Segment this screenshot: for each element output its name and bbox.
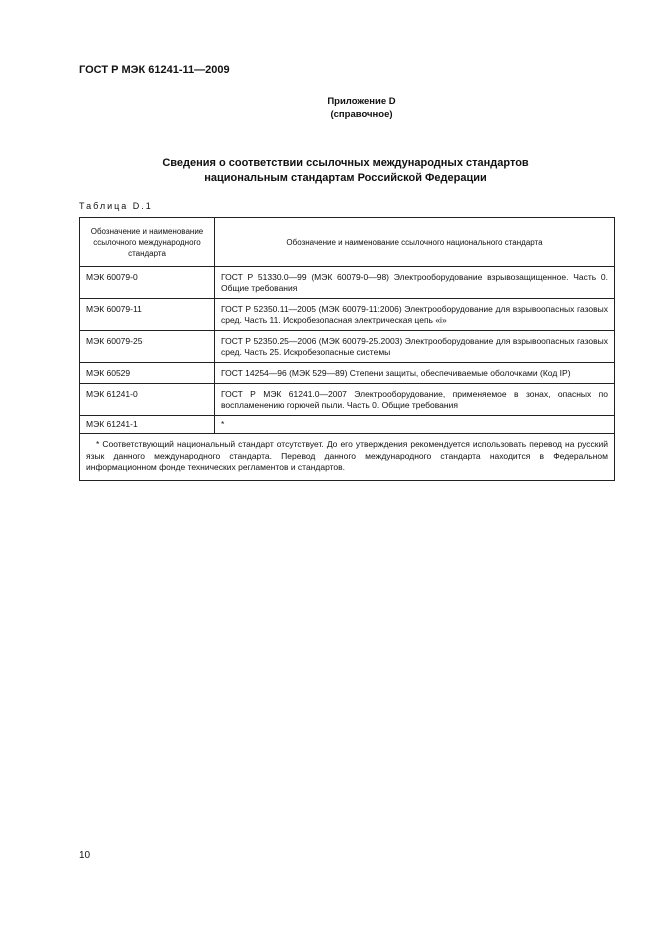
table-row xyxy=(80,384,615,416)
intl-standard-cell: МЭК 60529 xyxy=(80,363,215,384)
section-title-line-2: национальным стандартам Российской Федерации xyxy=(204,172,487,184)
intl-standard-cell: МЭК 61241-1 xyxy=(80,416,215,434)
column-header-international: Обозначение и наименование ссылочного международного стандарта xyxy=(80,218,215,267)
national-standard-cell: ГОСТ 14254—96 (МЭК 529—89) Степени защиты, обеспечиваемые оболочками (Код IP) xyxy=(215,363,615,384)
intl-standard-cell: МЭК 60079-11 xyxy=(80,299,215,331)
table-caption: Таблица D.1 xyxy=(79,201,153,211)
national-standard-cell: ГОСТ Р 52350.11—2005 (МЭК 60079-11:2006) Электрооборудование для взрывоопасных газовых сред. Часть 11. Искробезопасная электрическая цепь «i» xyxy=(215,299,615,331)
appendix-note: (справочное) xyxy=(330,109,393,120)
national-standard-cell: ГОСТ Р МЭК 61241.0—2007 Электрооборудование, применяемое в зонах, опасных по воспламенению горючей пыли. Часть 0. Общие требования xyxy=(215,384,615,416)
national-standard-cell: ГОСТ Р 52350.25—2006 (МЭК 60079-25.2003) Электрооборудование для взрывоопасных газовых сред. Часть 25. Искробезопасные системы xyxy=(215,331,615,363)
table-footnote-row xyxy=(80,434,615,481)
intl-standard-cell: МЭК 60079-25 xyxy=(80,331,215,363)
intl-standard-cell: МЭК 61241-0 xyxy=(80,384,215,416)
document-code-header: ГОСТ Р МЭК 61241-11—2009 xyxy=(79,64,230,76)
section-title-line-1: Сведения о соответствии ссылочных международных стандартов xyxy=(162,157,529,169)
national-standard-cell: ГОСТ Р 51330.0—99 (МЭК 60079-0—98) Электрооборудование взрывозащищенное. Часть 0. Общие требования xyxy=(215,267,615,299)
intl-standard-cell: МЭК 60079-0 xyxy=(80,267,215,299)
table-row xyxy=(80,299,615,331)
standards-table xyxy=(79,217,615,481)
section-title xyxy=(0,156,661,186)
table-row xyxy=(80,363,615,384)
table-header-row xyxy=(80,218,615,267)
table-row xyxy=(80,331,615,363)
page-number: 10 xyxy=(79,850,91,861)
column-header-national: Обозначение и наименование ссылочного национального стандарта xyxy=(215,218,615,267)
table-row xyxy=(80,416,615,434)
table-row xyxy=(80,267,615,299)
national-standard-cell: * xyxy=(215,416,615,434)
appendix-title: Приложение D xyxy=(327,96,396,107)
table-footnote: * Соответствующий национальный стандарт отсутствует. До его утверждения рекомендуется использовать перевод на русский язык данного международного стандарта. Перевод данного международного стандарта находится в Федеральном информационном фонде технических регламентов и стандартов. xyxy=(80,434,615,481)
appendix-heading xyxy=(0,95,661,121)
